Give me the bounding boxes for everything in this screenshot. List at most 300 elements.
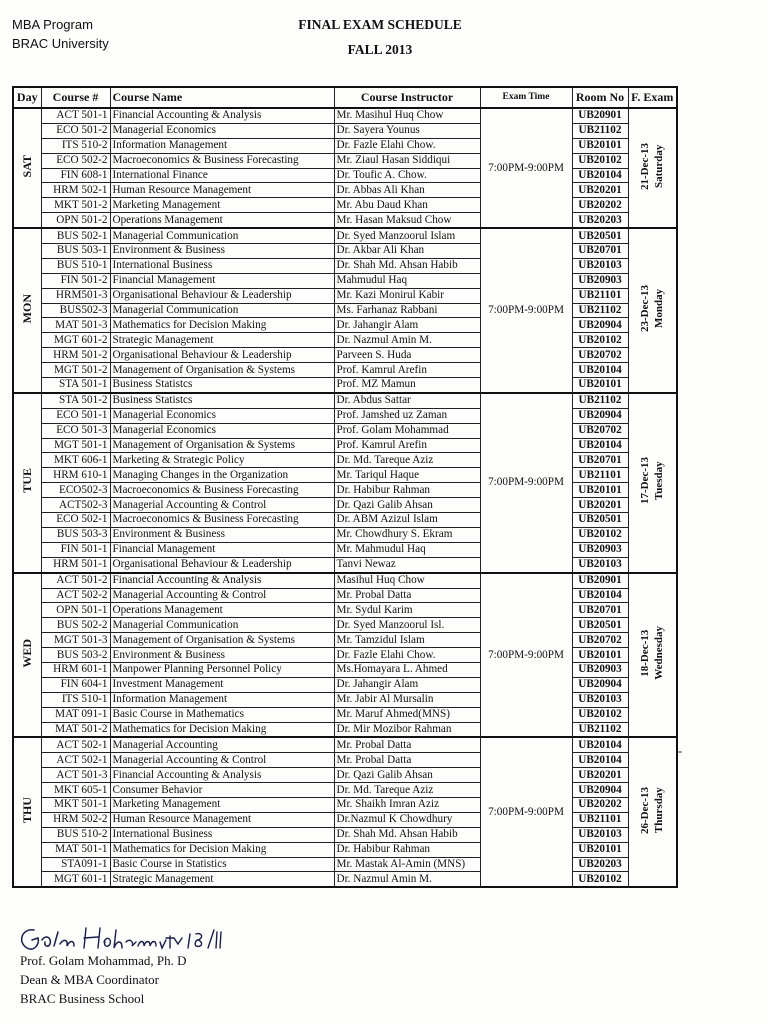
table-row: [13, 348, 677, 363]
exam-time-cell: 7:00PM-9:00PM: [480, 228, 572, 393]
course-name-cell: Organisational Behaviour & Leadership: [110, 288, 334, 303]
instructor-cell: Mr. Maruf Ahmed(MNS): [334, 707, 480, 722]
instructor-cell: Mr. Hasan Maksud Chow: [334, 213, 480, 228]
exam-weekday: Tuesday: [653, 461, 666, 501]
instructor-cell: Mr. Ziaul Hasan Siddiqui: [334, 153, 480, 168]
instructor-cell: Dr. Habibur Rahman: [334, 842, 480, 857]
course-code-cell: OPN 501-1: [41, 603, 110, 618]
course-code-cell: ECO 501-1: [41, 408, 110, 423]
course-name-cell: Managerial Accounting & Control: [110, 498, 334, 513]
exam-weekday: Wednesday: [653, 626, 666, 680]
table-row: [13, 722, 677, 737]
university-label: BRAC University: [12, 36, 109, 51]
course-code-cell: MAT 501-2: [41, 722, 110, 737]
table-row: [13, 648, 677, 663]
table-row: [13, 527, 677, 542]
table-row: [13, 303, 677, 318]
col-header-room: Room No: [572, 87, 628, 108]
course-name-cell: Mathematics for Decision Making: [110, 318, 334, 333]
col-header-course-name: Course Name: [110, 87, 334, 108]
instructor-cell: Dr. Qazi Galib Ahsan: [334, 768, 480, 783]
instructor-cell: Dr. Nazmul Amin M.: [334, 333, 480, 348]
table-row: [13, 228, 677, 243]
course-code-cell: ACT 502-1: [41, 753, 110, 768]
room-cell: UB21101: [572, 468, 628, 483]
table-row: [13, 244, 677, 259]
table-row: [13, 393, 677, 408]
course-code-cell: STA 501-1: [41, 378, 110, 393]
course-code-cell: MGT 501-2: [41, 363, 110, 378]
room-cell: UB21102: [572, 123, 628, 138]
course-name-cell: Organisational Behaviour & Leadership: [110, 557, 334, 572]
course-code-cell: MAT 501-3: [41, 318, 110, 333]
instructor-cell: Dr. Md. Tareque Aziz: [334, 783, 480, 798]
instructor-cell: Dr. Fazle Elahi Chow.: [334, 138, 480, 153]
room-cell: UB20101: [572, 378, 628, 393]
course-name-cell: Strategic Management: [110, 333, 334, 348]
course-code-cell: MAT 091-1: [41, 707, 110, 722]
instructor-cell: Dr. Akbar Ali Khan: [334, 244, 480, 259]
course-name-cell: Environment & Business: [110, 648, 334, 663]
day-label: THU: [19, 797, 34, 824]
course-code-cell: MKT 501-1: [41, 797, 110, 812]
table-row: [13, 842, 677, 857]
course-name-cell: Macroeconomics & Business Forecasting: [110, 513, 334, 528]
instructor-cell: Masihul Huq Chow: [334, 573, 480, 588]
room-cell: UB21102: [572, 393, 628, 408]
course-code-cell: HRM 601-1: [41, 662, 110, 677]
term-label: FALL 2013: [347, 42, 413, 57]
instructor-cell: Mr. Probal Datta: [334, 753, 480, 768]
table-row: [13, 123, 677, 138]
table-row: [13, 468, 677, 483]
course-name-cell: Macroeconomics & Business Forecasting: [110, 483, 334, 498]
final-exam-date: [638, 787, 666, 834]
course-name-cell: Management of Organisation & Systems: [110, 363, 334, 378]
schedule-body: [13, 108, 677, 887]
exam-weekday: Thursday: [653, 787, 666, 834]
final-exam-date-cell: [628, 228, 677, 393]
instructor-cell: Prof. Jamshed uz Zaman: [334, 408, 480, 423]
instructor-cell: Mr. Masihul Huq Chow: [334, 108, 480, 123]
table-row: [13, 513, 677, 528]
course-name-cell: Managerial Economics: [110, 408, 334, 423]
course-code-cell: MAT 501-1: [41, 842, 110, 857]
course-name-cell: Financial Management: [110, 542, 334, 557]
table-row: [13, 378, 677, 393]
course-code-cell: MGT 601-2: [41, 333, 110, 348]
exam-date: 17-Dec-13: [639, 457, 652, 505]
table-row: [13, 542, 677, 557]
room-cell: UB21101: [572, 812, 628, 827]
table-row: [13, 827, 677, 842]
course-name-cell: Managerial Communication: [110, 228, 334, 243]
table-row: [13, 153, 677, 168]
instructor-cell: Dr. ABM Azizul Islam: [334, 513, 480, 528]
course-name-cell: Managerial Accounting & Control: [110, 753, 334, 768]
signatory-title: Dean & MBA Coordinator: [20, 972, 160, 987]
instructor-cell: Ms.Homayara L. Ahmed: [334, 662, 480, 677]
table-row: [13, 168, 677, 183]
exam-schedule-table: [12, 86, 678, 888]
course-code-cell: ECO 501-3: [41, 423, 110, 438]
room-cell: UB20203: [572, 857, 628, 872]
room-cell: UB20904: [572, 783, 628, 798]
instructor-cell: Dr. Syed Manzoorul Isl.: [334, 618, 480, 633]
day-label: TUE: [19, 468, 34, 494]
course-name-cell: Managerial Economics: [110, 423, 334, 438]
course-code-cell: ECO502-3: [41, 483, 110, 498]
room-cell: UB20201: [572, 768, 628, 783]
table-row: [13, 408, 677, 423]
course-code-cell: ACT 501-3: [41, 768, 110, 783]
program-label: MBA Program: [12, 17, 93, 32]
instructor-cell: Mr. Tamzidul Islam: [334, 633, 480, 648]
instructor-cell: Dr. Nazmul Amin M.: [334, 872, 480, 887]
table-row: [13, 707, 677, 722]
instructor-cell: Mr. Probal Datta: [334, 588, 480, 603]
course-name-cell: Managerial Accounting & Control: [110, 588, 334, 603]
table-row: [13, 483, 677, 498]
room-cell: UB20101: [572, 483, 628, 498]
instructor-cell: Dr. Shah Md. Ahsan Habib: [334, 258, 480, 273]
course-code-cell: STA091-1: [41, 857, 110, 872]
room-cell: UB20901: [572, 573, 628, 588]
table-row: [13, 677, 677, 692]
course-code-cell: STA 501-2: [41, 393, 110, 408]
exam-date: 23-Dec-13: [639, 285, 652, 333]
course-code-cell: HRM501-3: [41, 288, 110, 303]
room-cell: UB21102: [572, 722, 628, 737]
course-name-cell: Management of Organisation & Systems: [110, 438, 334, 453]
table-row: [13, 273, 677, 288]
room-cell: UB20903: [572, 542, 628, 557]
table-row: [13, 603, 677, 618]
room-cell: UB20104: [572, 753, 628, 768]
room-cell: UB20102: [572, 872, 628, 887]
room-cell: UB20104: [572, 168, 628, 183]
course-name-cell: Mathematics for Decision Making: [110, 842, 334, 857]
table-row: [13, 288, 677, 303]
room-cell: UB20501: [572, 513, 628, 528]
course-code-cell: ACT 502-2: [41, 588, 110, 603]
course-name-cell: Management of Organisation & Systems: [110, 633, 334, 648]
course-name-cell: Basic Course in Mathematics: [110, 707, 334, 722]
room-cell: UB20101: [572, 842, 628, 857]
instructor-cell: Mr. Mastak Al-Amin (MNS): [334, 857, 480, 872]
room-cell: UB20901: [572, 108, 628, 123]
instructor-cell: Dr. Habibur Rahman: [334, 483, 480, 498]
course-code-cell: ITS 510-1: [41, 692, 110, 707]
course-name-cell: Human Resource Management: [110, 183, 334, 198]
instructor-cell: Dr. Md. Tareque Aziz: [334, 453, 480, 468]
table-row: [13, 812, 677, 827]
exam-date: 18-Dec-13: [639, 629, 652, 677]
day-label: SAT: [19, 154, 34, 178]
course-code-cell: FIN 501-1: [41, 542, 110, 557]
course-name-cell: Business Statistcs: [110, 393, 334, 408]
course-name-cell: Human Resource Management: [110, 812, 334, 827]
instructor-cell: Mr. Chowdhury S. Ekram: [334, 527, 480, 542]
course-code-cell: ACT 501-2: [41, 573, 110, 588]
room-cell: UB20103: [572, 827, 628, 842]
table-row: [13, 333, 677, 348]
day-label: WED: [19, 638, 34, 668]
day-cell: [13, 737, 41, 887]
instructor-cell: Dr. Syed Manzoorul Islam: [334, 228, 480, 243]
course-name-cell: Strategic Management: [110, 872, 334, 887]
exam-time-cell: 7:00PM-9:00PM: [480, 393, 572, 573]
final-exam-date-cell: [628, 737, 677, 887]
room-cell: UB20702: [572, 633, 628, 648]
course-name-cell: Environment & Business: [110, 527, 334, 542]
header-row: [13, 87, 677, 108]
instructor-cell: Dr. Fazle Elahi Chow.: [334, 648, 480, 663]
room-cell: UB20102: [572, 333, 628, 348]
room-cell: UB20102: [572, 153, 628, 168]
header-center: [230, 12, 530, 62]
table-row: [13, 258, 677, 273]
course-code-cell: BUS 503-2: [41, 648, 110, 663]
exam-time-cell: 7:00PM-9:00PM: [480, 108, 572, 228]
room-cell: UB20501: [572, 228, 628, 243]
course-code-cell: FIN 608-1: [41, 168, 110, 183]
table-row: [13, 872, 677, 887]
course-code-cell: HRM 502-2: [41, 812, 110, 827]
room-cell: UB20903: [572, 662, 628, 677]
final-exam-date: [638, 143, 666, 190]
final-exam-date: [638, 457, 666, 504]
course-code-cell: BUS 503-3: [41, 527, 110, 542]
course-code-cell: FIN 501-2: [41, 273, 110, 288]
signature-block: [20, 951, 186, 1008]
instructor-cell: Mr. Mahmudul Haq: [334, 542, 480, 557]
room-cell: UB20101: [572, 138, 628, 153]
course-code-cell: BUS502-3: [41, 303, 110, 318]
course-name-cell: Business Statistcs: [110, 378, 334, 393]
instructor-cell: Dr. Abbas Ali Khan: [334, 183, 480, 198]
course-name-cell: Information Management: [110, 692, 334, 707]
exam-date: 21-Dec-13: [639, 142, 652, 190]
course-code-cell: BUS 502-2: [41, 618, 110, 633]
table-row: [13, 573, 677, 588]
table-row: [13, 213, 677, 228]
course-code-cell: OPN 501-2: [41, 213, 110, 228]
document-title: FINAL EXAM SCHEDULE: [298, 17, 462, 32]
course-code-cell: HRM 502-1: [41, 183, 110, 198]
table-row: [13, 753, 677, 768]
instructor-cell: Dr.Nazmul K Chowdhury: [334, 812, 480, 827]
room-cell: UB21102: [572, 303, 628, 318]
course-code-cell: MGT 501-3: [41, 633, 110, 648]
signatory-name: Prof. Golam Mohammad, Ph. D: [20, 953, 187, 968]
instructor-cell: Dr. Toufic A. Chow.: [334, 168, 480, 183]
instructor-cell: Mr. Jabir Al Mursalin: [334, 692, 480, 707]
table-row: [13, 318, 677, 333]
course-name-cell: Macroeconomics & Business Forecasting: [110, 153, 334, 168]
room-cell: UB20904: [572, 677, 628, 692]
instructor-cell: Mr. Probal Datta: [334, 737, 480, 752]
room-cell: UB21101: [572, 288, 628, 303]
course-code-cell: BUS 502-1: [41, 228, 110, 243]
col-header-course-no: Course #: [41, 87, 110, 108]
day-cell: [13, 108, 41, 228]
course-code-cell: ACT 502-1: [41, 737, 110, 752]
table-row: [13, 633, 677, 648]
course-name-cell: Marketing & Strategic Policy: [110, 453, 334, 468]
final-exam-date: [638, 626, 666, 680]
final-exam-date-cell: [628, 393, 677, 573]
table-row: [13, 662, 677, 677]
instructor-cell: Prof. Kamrul Arefin: [334, 438, 480, 453]
course-name-cell: Financial Accounting & Analysis: [110, 573, 334, 588]
instructor-cell: Tanvi Newaz: [334, 557, 480, 572]
course-name-cell: Managerial Communication: [110, 303, 334, 318]
exam-date: 26-Dec-13: [639, 786, 652, 834]
course-name-cell: Managerial Communication: [110, 618, 334, 633]
course-code-cell: ACT502-3: [41, 498, 110, 513]
room-cell: UB20203: [572, 213, 628, 228]
course-name-cell: Managerial Accounting: [110, 737, 334, 752]
room-cell: UB20701: [572, 603, 628, 618]
instructor-cell: Dr. Abdus Sattar: [334, 393, 480, 408]
course-name-cell: Managerial Economics: [110, 123, 334, 138]
course-code-cell: MGT 501-1: [41, 438, 110, 453]
table-row: [13, 588, 677, 603]
instructor-cell: Dr. Shah Md. Ahsan Habib: [334, 827, 480, 842]
instructor-cell: Prof. MZ Mamun: [334, 378, 480, 393]
room-cell: UB20501: [572, 618, 628, 633]
exam-weekday: Monday: [653, 288, 666, 329]
col-header-day: Day: [13, 87, 41, 108]
course-code-cell: HRM 501-2: [41, 348, 110, 363]
course-code-cell: FIN 604-1: [41, 677, 110, 692]
course-name-cell: Managing Changes in the Organization: [110, 468, 334, 483]
course-name-cell: Financial Management: [110, 273, 334, 288]
course-name-cell: Operations Management: [110, 603, 334, 618]
room-cell: UB20103: [572, 557, 628, 572]
instructor-cell: Ms. Farhanaz Rabbani: [334, 303, 480, 318]
course-name-cell: Information Management: [110, 138, 334, 153]
final-exam-date-cell: [628, 573, 677, 738]
col-header-final-exam: F. Exam: [628, 87, 677, 108]
table-row: [13, 363, 677, 378]
table-row: [13, 797, 677, 812]
course-name-cell: Marketing Management: [110, 198, 334, 213]
instructor-cell: Dr. Qazi Galib Ahsan: [334, 498, 480, 513]
exam-time-cell: 7:00PM-9:00PM: [480, 737, 572, 887]
table-row: [13, 108, 677, 123]
course-code-cell: HRM 610-1: [41, 468, 110, 483]
instructor-cell: Mr. Kazi Monirul Kabir: [334, 288, 480, 303]
instructor-cell: Dr. Mir Mozibor Rahman: [334, 722, 480, 737]
course-name-cell: International Business: [110, 258, 334, 273]
table-row: [13, 783, 677, 798]
room-cell: UB20102: [572, 707, 628, 722]
instructor-cell: Mr. Abu Daud Khan: [334, 198, 480, 213]
table-row: [13, 498, 677, 513]
course-code-cell: ITS 510-2: [41, 138, 110, 153]
exam-time-cell: 7:00PM-9:00PM: [480, 573, 572, 738]
course-name-cell: Investment Management: [110, 677, 334, 692]
course-code-cell: MGT 601-1: [41, 872, 110, 887]
room-cell: UB20201: [572, 498, 628, 513]
room-cell: UB20104: [572, 363, 628, 378]
table-row: [13, 737, 677, 752]
course-name-cell: Marketing Management: [110, 797, 334, 812]
course-code-cell: MKT 501-2: [41, 198, 110, 213]
day-cell: [13, 228, 41, 393]
course-name-cell: Financial Accounting & Analysis: [110, 108, 334, 123]
course-name-cell: Consumer Behavior: [110, 783, 334, 798]
table-row: [13, 857, 677, 872]
room-cell: UB20202: [572, 198, 628, 213]
instructor-cell: Mr. Sydul Karim: [334, 603, 480, 618]
course-code-cell: ECO 502-2: [41, 153, 110, 168]
instructor-cell: Dr. Sayera Younus: [334, 123, 480, 138]
col-header-exam-time: Exam Time: [480, 87, 572, 108]
table-row: [13, 438, 677, 453]
day-label: MON: [19, 293, 34, 324]
table-row: [13, 557, 677, 572]
instructor-cell: Prof. Golam Mohammad: [334, 423, 480, 438]
col-header-instructor: Course Instructor: [334, 87, 480, 108]
instructor-cell: Dr. Jahangir Alam: [334, 318, 480, 333]
course-code-cell: MKT 605-1: [41, 783, 110, 798]
room-cell: UB20904: [572, 318, 628, 333]
room-cell: UB20102: [572, 527, 628, 542]
day-cell: [13, 573, 41, 738]
room-cell: UB20201: [572, 183, 628, 198]
course-name-cell: Financial Accounting & Analysis: [110, 768, 334, 783]
room-cell: UB20104: [572, 438, 628, 453]
instructor-cell: Parveen S. Huda: [334, 348, 480, 363]
course-name-cell: Environment & Business: [110, 244, 334, 259]
table-row: [13, 692, 677, 707]
room-cell: UB20903: [572, 273, 628, 288]
room-cell: UB20702: [572, 348, 628, 363]
table-row: [13, 138, 677, 153]
room-cell: UB20104: [572, 737, 628, 752]
course-code-cell: BUS 510-1: [41, 258, 110, 273]
room-cell: UB20101: [572, 648, 628, 663]
room-cell: UB20904: [572, 408, 628, 423]
table-row: [13, 423, 677, 438]
instructor-cell: Prof. Kamrul Arefin: [334, 363, 480, 378]
course-code-cell: ECO 502-1: [41, 513, 110, 528]
course-name-cell: Organisational Behaviour & Leadership: [110, 348, 334, 363]
course-code-cell: HRM 501-1: [41, 557, 110, 572]
day-cell: [13, 393, 41, 573]
final-exam-date: [638, 285, 666, 332]
table-row: [13, 453, 677, 468]
course-name-cell: International Business: [110, 827, 334, 842]
final-exam-date-cell: [628, 108, 677, 228]
course-code-cell: MKT 606-1: [41, 453, 110, 468]
table-row: [13, 198, 677, 213]
room-cell: UB20702: [572, 423, 628, 438]
instructor-cell: Mr. Tariqul Haque: [334, 468, 480, 483]
course-name-cell: International Finance: [110, 168, 334, 183]
room-cell: UB20103: [572, 258, 628, 273]
room-cell: UB20701: [572, 244, 628, 259]
room-cell: UB20104: [572, 588, 628, 603]
table-row: [13, 183, 677, 198]
course-code-cell: ECO 501-2: [41, 123, 110, 138]
course-name-cell: Basic Course in Statistics: [110, 857, 334, 872]
signatory-school: BRAC Business School: [20, 991, 145, 1006]
course-code-cell: BUS 510-2: [41, 827, 110, 842]
